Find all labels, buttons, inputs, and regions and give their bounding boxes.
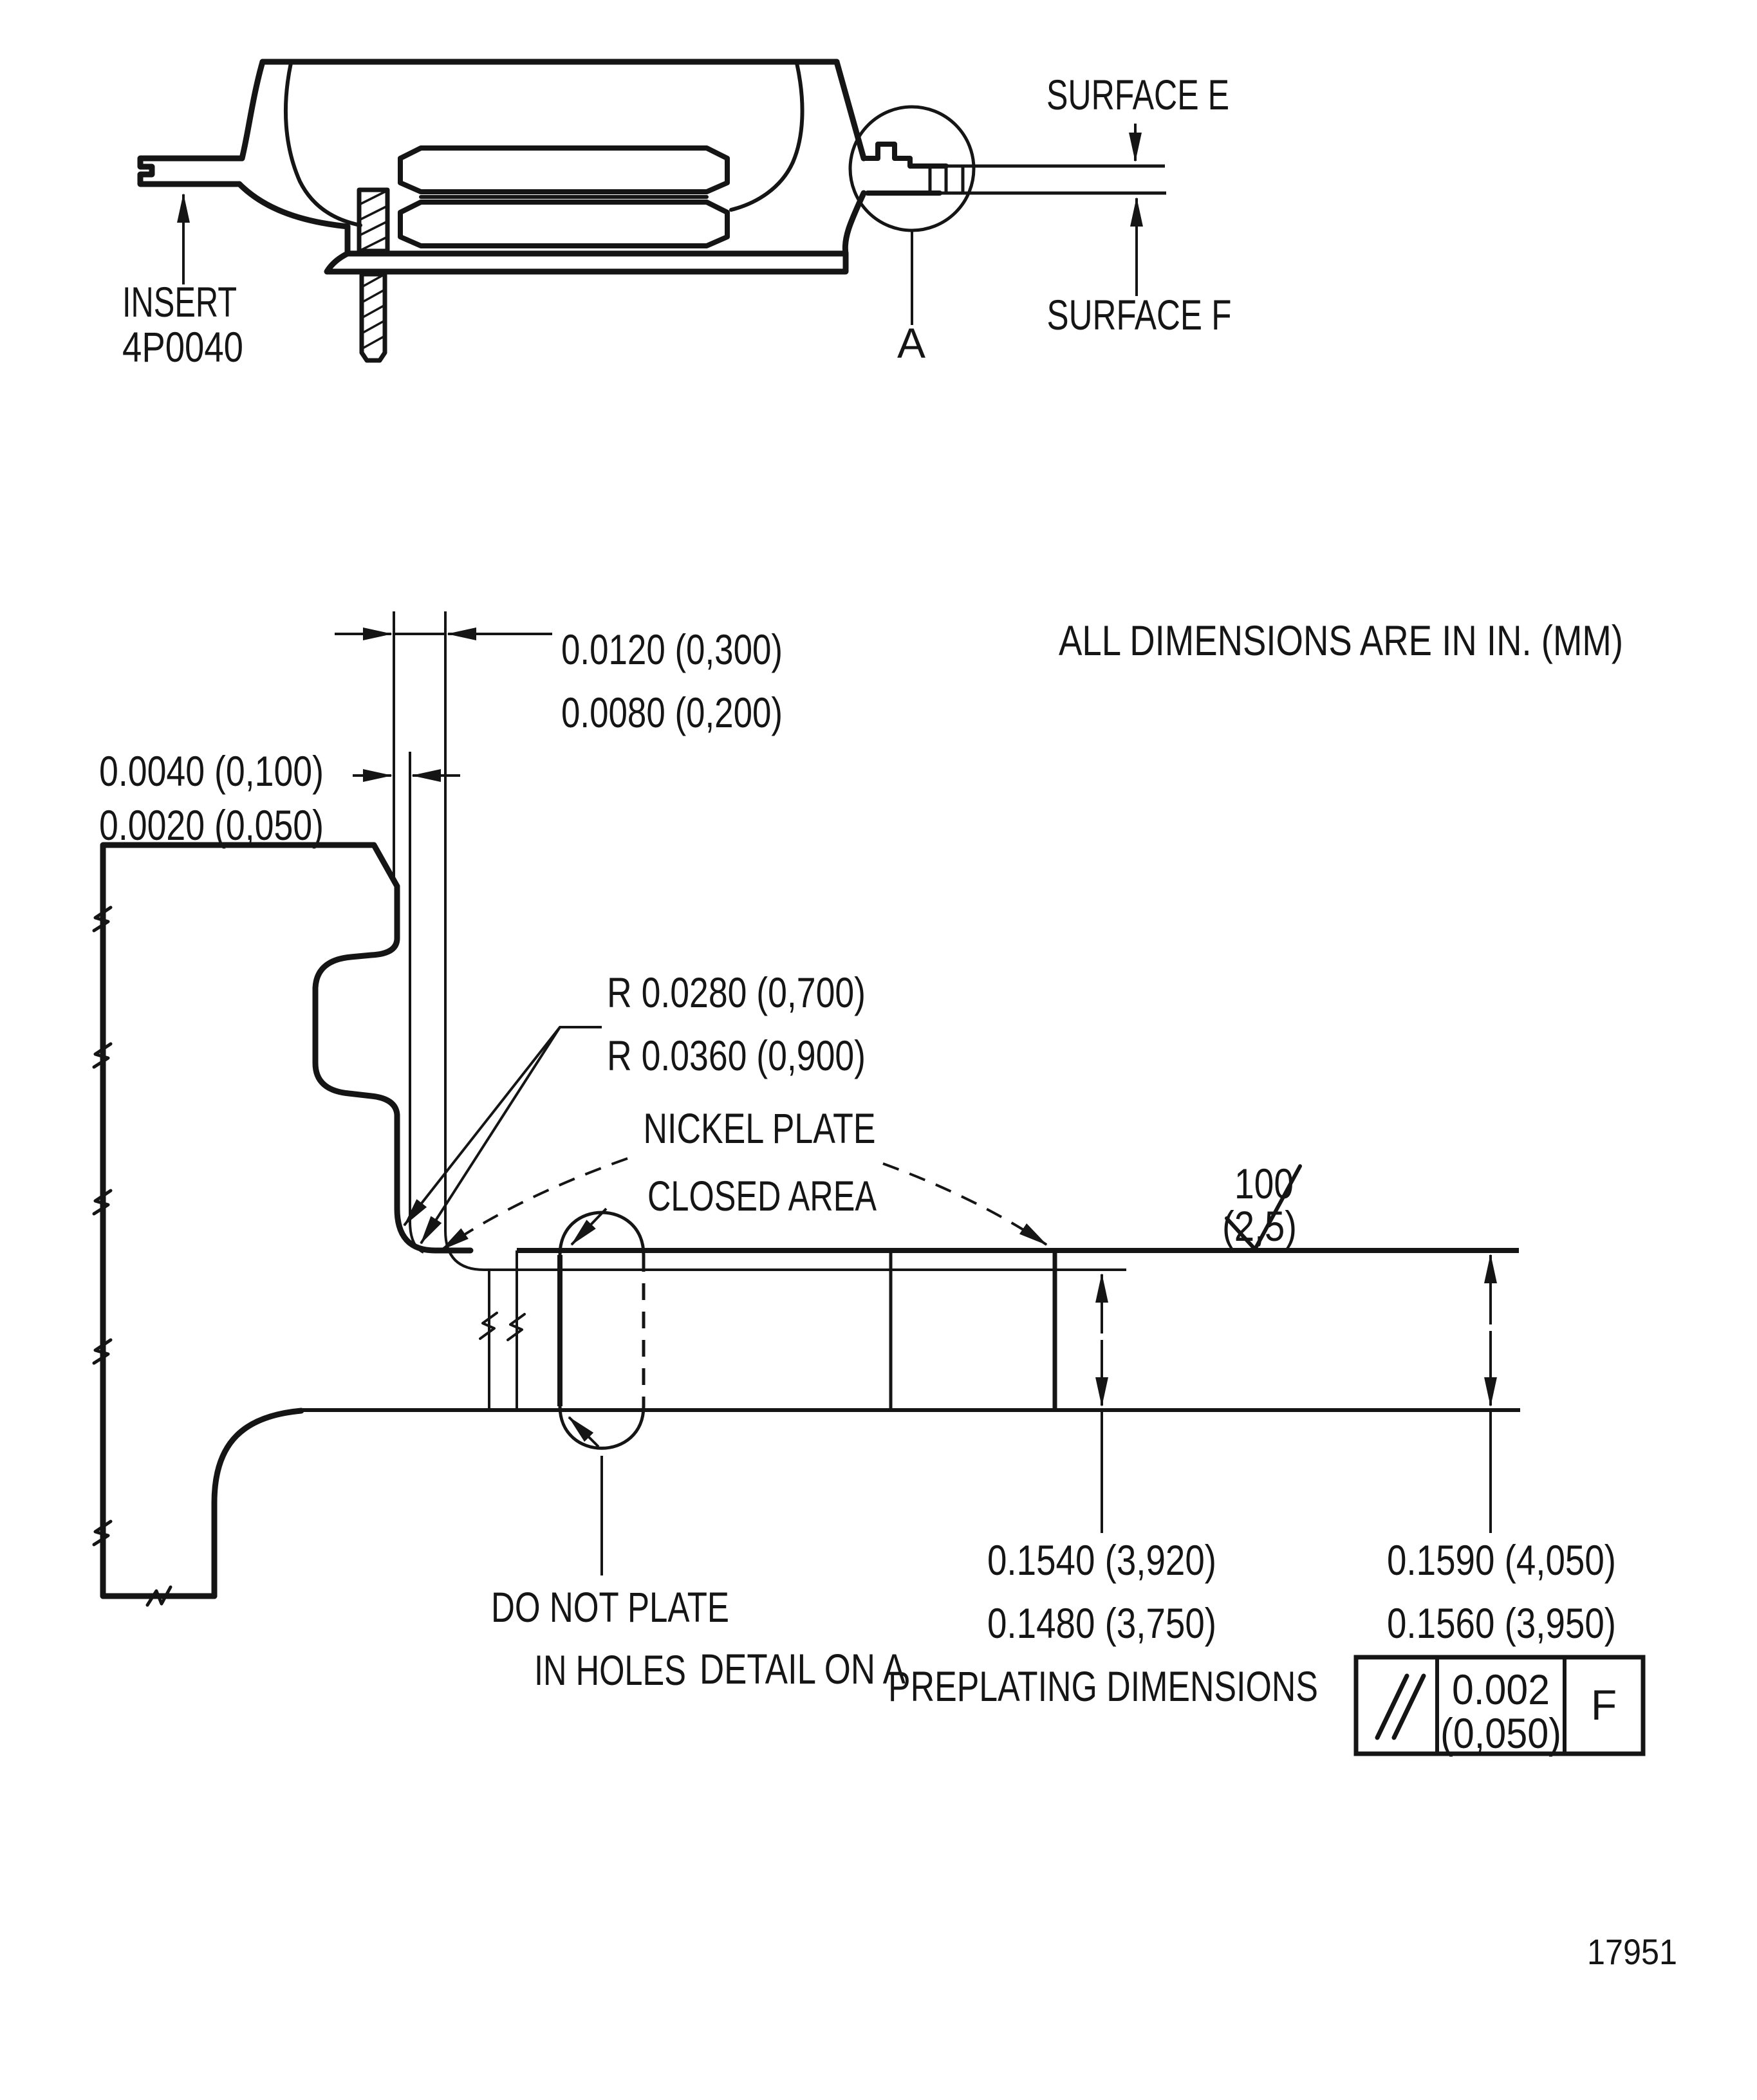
dim-text: 0.0020 (0,050) <box>99 801 324 849</box>
hole-marker <box>560 1209 644 1448</box>
dim-final-thickness <box>1387 1255 1616 1647</box>
outer-plating-line <box>445 611 1126 1270</box>
body-outline <box>103 845 470 1596</box>
bowl-left-lower-wall <box>239 184 348 227</box>
surface-f-label: SURFACE F <box>1046 291 1232 339</box>
dim-outer-plating-gap <box>335 626 783 736</box>
preplate-caption: PREPLATING DIMENSIONS <box>888 1662 1318 1710</box>
bowl-left-inner-wall <box>286 63 360 225</box>
insert-label-line1: INSERT <box>122 278 237 326</box>
finish-metric: (2,5) <box>1222 1202 1297 1250</box>
nickel-text-line1: NICKEL PLATE <box>643 1104 876 1152</box>
figure-number: 17951 <box>1587 1931 1677 1972</box>
feature-control-frame <box>1356 1657 1643 1757</box>
final-min: 0.1560 (3,950) <box>1387 1599 1616 1647</box>
surface-finish-mark <box>1222 1160 1300 1250</box>
bowl-right-inner-wall <box>731 63 803 210</box>
body-corner-fillet <box>214 1411 301 1596</box>
surface-e-label: SURFACE E <box>1046 71 1229 118</box>
hole-note <box>491 1456 729 1694</box>
top-view-section <box>122 62 1232 371</box>
dim-preplating-thickness <box>888 1274 1318 1710</box>
hole-bottom-arrow <box>569 1417 599 1447</box>
insert-flange-arm <box>140 158 242 184</box>
radius-text-max: R 0.0360 (0,900) <box>607 1032 866 1079</box>
dim-text: 0.0080 (0,200) <box>561 689 783 736</box>
hole-oval-bottom-arc <box>560 1406 644 1448</box>
rim-step-profile <box>864 144 946 166</box>
detail-title: DETAIL ON A <box>700 1645 906 1693</box>
final-max: 0.1590 (4,050) <box>1387 1536 1616 1584</box>
finish-value: 100 <box>1234 1160 1294 1207</box>
stud-bolt <box>359 190 387 360</box>
nickel-plate-callout <box>442 1104 1046 1250</box>
nickel-text-line2: CLOSED AREA <box>647 1172 877 1220</box>
bowl-right-outer-edge <box>837 62 864 158</box>
fcf-tolerance: 0.002 <box>1452 1666 1550 1713</box>
units-note: ALL DIMENSIONS ARE IN IN. (MM) <box>1059 617 1623 664</box>
dim-inner-plating-gap <box>99 747 460 849</box>
fcf-tolerance-metric: (0,050) <box>1440 1709 1561 1757</box>
preplate-min: 0.1480 (3,750) <box>987 1599 1216 1647</box>
fcf-datum: F <box>1590 1681 1617 1729</box>
thin-arm-section-marks <box>930 166 963 193</box>
hole-note-line1: DO NOT PLATE <box>491 1583 729 1631</box>
ring-groove-upper <box>400 148 727 192</box>
preplate-max: 0.1540 (3,920) <box>987 1536 1216 1584</box>
bowl-left-outer-edge <box>242 62 263 158</box>
hole-note-line2: IN HOLES <box>534 1646 686 1694</box>
radius-text-min: R 0.0280 (0,700) <box>607 969 866 1016</box>
parallelism-icon <box>1377 1676 1424 1738</box>
dim-text: 0.0120 (0,300) <box>561 626 783 673</box>
circle-A-label: A <box>897 319 926 367</box>
detail-view <box>94 611 1643 1757</box>
dim-text: 0.0040 (0,100) <box>99 747 324 795</box>
ring-groove-lower <box>400 202 727 246</box>
inner-plating-line <box>410 752 423 1252</box>
insert-label-line2: 4P0040 <box>122 323 243 371</box>
